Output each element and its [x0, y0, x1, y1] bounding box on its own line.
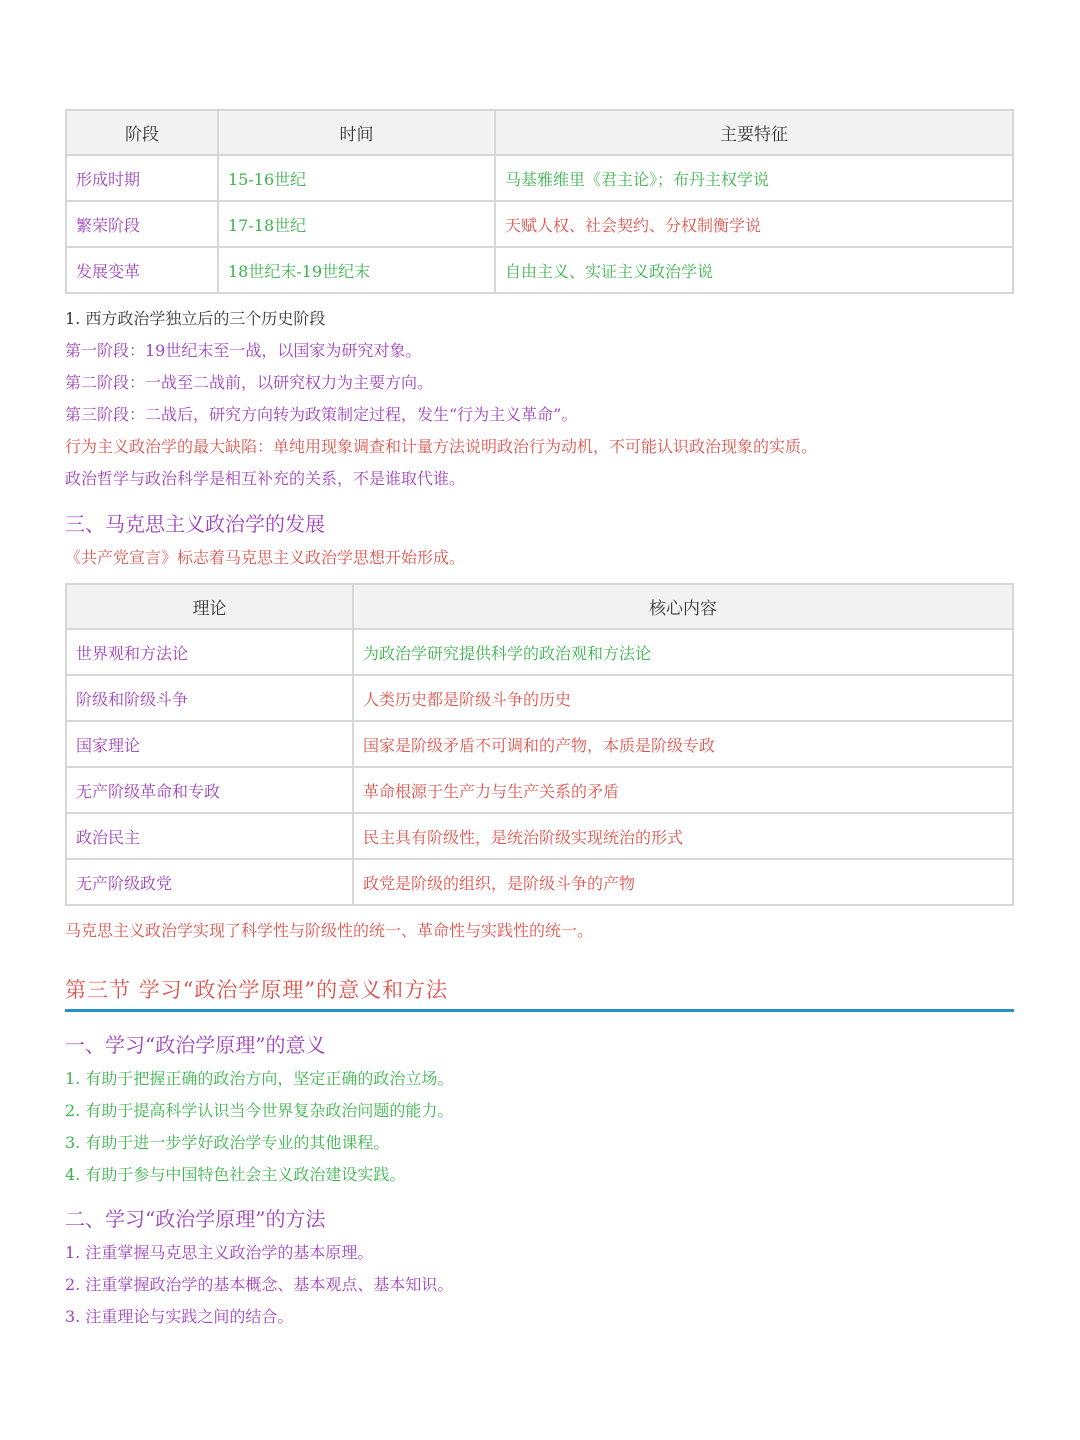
stage-features: 自由主义、实证主义政治学说 [495, 247, 1013, 293]
table-row [66, 155, 1013, 201]
section-divider [65, 1009, 1014, 1012]
marxism-subtitle: 《共产党宣言》标志着马克思主义政治学思想开始形成。 [65, 548, 466, 567]
table-row [66, 675, 1013, 721]
marxism-heading: 三、马克思主义政治学的发展 [65, 512, 325, 536]
list-item: 1. 有助于把握正确的政治方向，坚定正确的政治立场。 [65, 1069, 454, 1088]
theory-name: 阶级和阶级斗争 [66, 675, 353, 721]
theory-content: 国家是阶级矛盾不可调和的产物，本质是阶级专政 [353, 721, 1013, 767]
stage-features: 马基雅维里《君主论》；布丹主权学说 [495, 155, 1013, 201]
behavioralism-defect: 行为主义政治学的最大缺陷：单纯用现象调查和计量方法说明政治行为动机，不可能认识政治现象的实质。 [65, 437, 818, 456]
theory-name: 无产阶级革命和专政 [66, 767, 353, 813]
list-item: 2. 注重掌握政治学的基本概念、基本观点、基本知识。 [65, 1275, 454, 1294]
table-row [66, 629, 1013, 675]
significance-heading: 一、学习“政治学原理”的意义 [65, 1033, 326, 1057]
theory-name: 国家理论 [66, 721, 353, 767]
stage-name: 繁荣阶段 [66, 201, 218, 247]
table-row [66, 767, 1013, 813]
list-item: 1. 注重掌握马克思主义政治学的基本原理。 [65, 1243, 374, 1262]
stage-1-text: 第一阶段：19世纪末至一战，以国家为研究对象。 [65, 341, 422, 360]
theory-content: 人类历史都是阶级斗争的历史 [353, 675, 1013, 721]
stages-table [65, 109, 1014, 294]
philosophy-science-relation: 政治哲学与政治科学是相互补充的关系，不是谁取代谁。 [65, 469, 466, 488]
stage-name: 形成时期 [66, 155, 218, 201]
table-row [66, 201, 1013, 247]
theory-name: 无产阶级政党 [66, 859, 353, 905]
table-header-row [66, 110, 1013, 155]
stage-time: 15-16世纪 [218, 155, 495, 201]
stage-3-text: 第三阶段：二战后，研究方向转为政策制定过程，发生“行为主义革命”。 [65, 405, 578, 424]
header-theory: 理论 [66, 584, 353, 629]
stage-features: 天赋人权、社会契约、分权制衡学说 [495, 201, 1013, 247]
theory-content: 为政治学研究提供科学的政治观和方法论 [353, 629, 1013, 675]
table-header-row [66, 584, 1013, 629]
table-row [66, 813, 1013, 859]
theory-content: 政党是阶级的组织，是阶级斗争的产物 [353, 859, 1013, 905]
theory-content: 革命根源于生产力与生产关系的矛盾 [353, 767, 1013, 813]
theory-content: 民主具有阶级性，是统治阶级实现统治的形式 [353, 813, 1013, 859]
header-time: 时间 [218, 110, 495, 155]
theory-name: 世界观和方法论 [66, 629, 353, 675]
table-row [66, 859, 1013, 905]
table-row [66, 721, 1013, 767]
theory-name: 政治民主 [66, 813, 353, 859]
list-item: 3. 有助于进一步学好政治学专业的其他课程。 [65, 1133, 390, 1152]
stage-time: 18世纪末-19世纪末 [218, 247, 495, 293]
header-core-content: 核心内容 [353, 584, 1013, 629]
marxism-summary: 马克思主义政治学实现了科学性与阶级性的统一、革命性与实践性的统一。 [65, 921, 594, 940]
stage-time: 17-18世纪 [218, 201, 495, 247]
section-title: 第三节 学习“政治学原理”的意义和方法 [65, 978, 449, 1002]
header-features: 主要特征 [495, 110, 1013, 155]
stages-heading: 1. 西方政治学独立后的三个历史阶段 [65, 309, 326, 328]
marxism-theory-table [65, 583, 1014, 906]
header-stage: 阶段 [66, 110, 218, 155]
stage-name: 发展变革 [66, 247, 218, 293]
list-item: 4. 有助于参与中国特色社会主义政治建设实践。 [65, 1165, 406, 1184]
stage-2-text: 第二阶段：一战至二战前，以研究权力为主要方向。 [65, 373, 434, 392]
table-row [66, 247, 1013, 293]
list-item: 3. 注重理论与实践之间的结合。 [65, 1307, 294, 1326]
method-heading: 二、学习“政治学原理”的方法 [65, 1207, 326, 1231]
list-item: 2. 有助于提高科学认识当今世界复杂政治问题的能力。 [65, 1101, 454, 1120]
